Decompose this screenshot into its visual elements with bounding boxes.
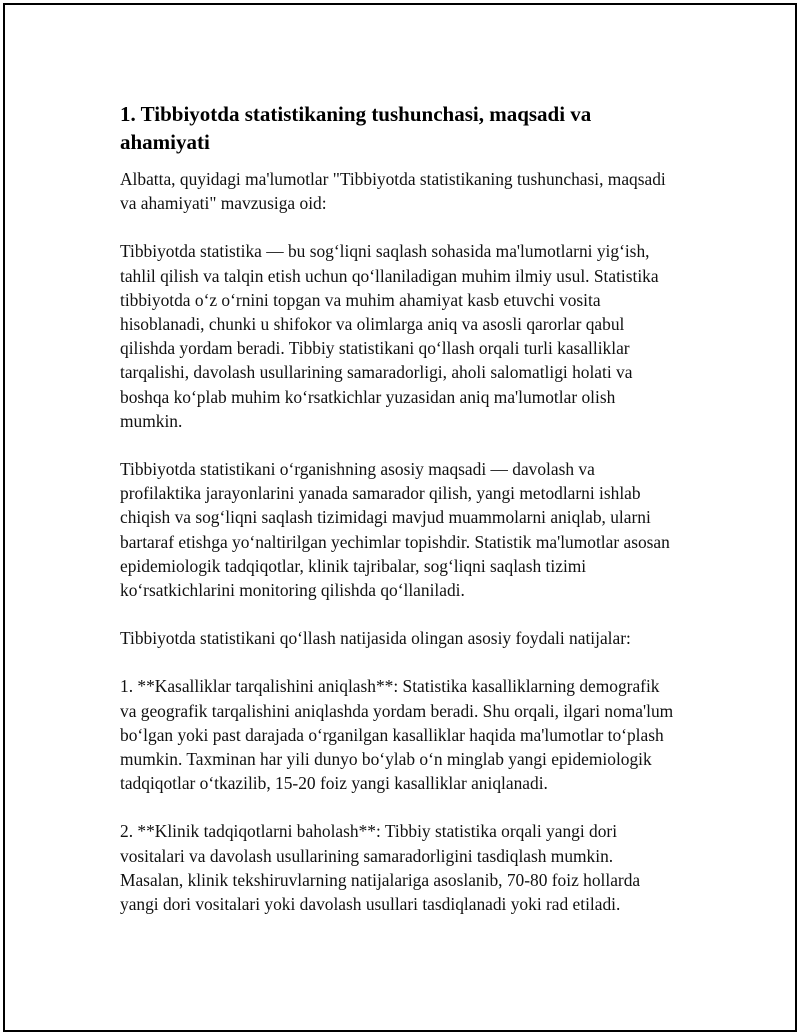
results-intro-paragraph: Tibbiyotda statistikani qo‘llash natijasida olingan asosiy foydali natijalar: [120, 628, 631, 649]
document-body [120, 100, 680, 916]
page-frame [3, 3, 797, 1032]
list-item-1: 1. **Kasalliklar tarqalishini aniqlash**: Statistika kasalliklarning demografik va geografik tarqalishini aniqlashda yordam beradi. Shu orqali, ilgari noma'lum bo‘lgan yoki past darajada o‘rganilgan kasalliklar haqida ma'lumotlar to‘plash mumkin. Taxminan har yili dunyo bo‘ylab o‘n minglab yangi epidemiologik tadqiqotlar o‘tkazilib, 15-20 foiz yangi kasalliklar aniqlanadi. [120, 676, 674, 794]
purpose-paragraph: Tibbiyotda statistikani o‘rganishning asosiy maqsadi — davolash va profilaktika jarayonlarini yanada samarador qilish, yangi metodlarni ishlab chiqish va sog‘liqni saqlash tizimidagi mavjud muammolarni aniqlab, ularni bartaraf etishga yo‘naltirilgan yechimlar topishdir. Statistik ma'lumotlar asosan epidemiologik tadqiqotlar, klinik tajribalar, sog‘liqni saqlash tizimi ko‘rsatkichlarini monitoring qilishda qo‘llaniladi. [120, 459, 670, 601]
definition-paragraph: Tibbiyotda statistika — bu sog‘liqni saqlash sohasida ma'lumotlarni yig‘ish, tahlil qilish va talqin etish uchun qo‘llaniladigan muhim ilmiy usul. Statistika tibbiyotda o‘z o‘rnini topgan va muhim ahamiyat kasb etuvchi vosita hisoblanadi, chunki u shifokor va olimlarga aniq va asosli qarorlar qabul qilishda yordam beradi. Tibbiy statistikani qo‘llash orqali turli kasalliklar tarqalishi, davolash usullarining samaradorligi, aholi salomatligi holati va boshqa ko‘plab muhim ko‘rsatkichlar yuzasidan aniq ma'lumotlar olish mumkin. [120, 241, 659, 431]
document-title: 1. Tibbiyotda statistikaning tushunchasi, maqsadi va ahamiyati [120, 102, 592, 154]
intro-paragraph: Albatta, quyidagi ma'lumotlar "Tibbiyotda statistikaning tushunchasi, maqsadi va ahamiyati" mavzusiga oid: [120, 169, 666, 214]
list-item-2: 2. **Klinik tadqiqotlarni baholash**: Tibbiy statistika orqali yangi dori vositalari va davolash usullarining samaradorligini tasdiqlash mumkin. Masalan, klinik tekshiruvlarning natijalariga asoslanib, 70-80 foiz hollarda yangi dori vositalari yoki davolash usullari tasdiqlanadi yoki rad etiladi. [120, 821, 641, 915]
